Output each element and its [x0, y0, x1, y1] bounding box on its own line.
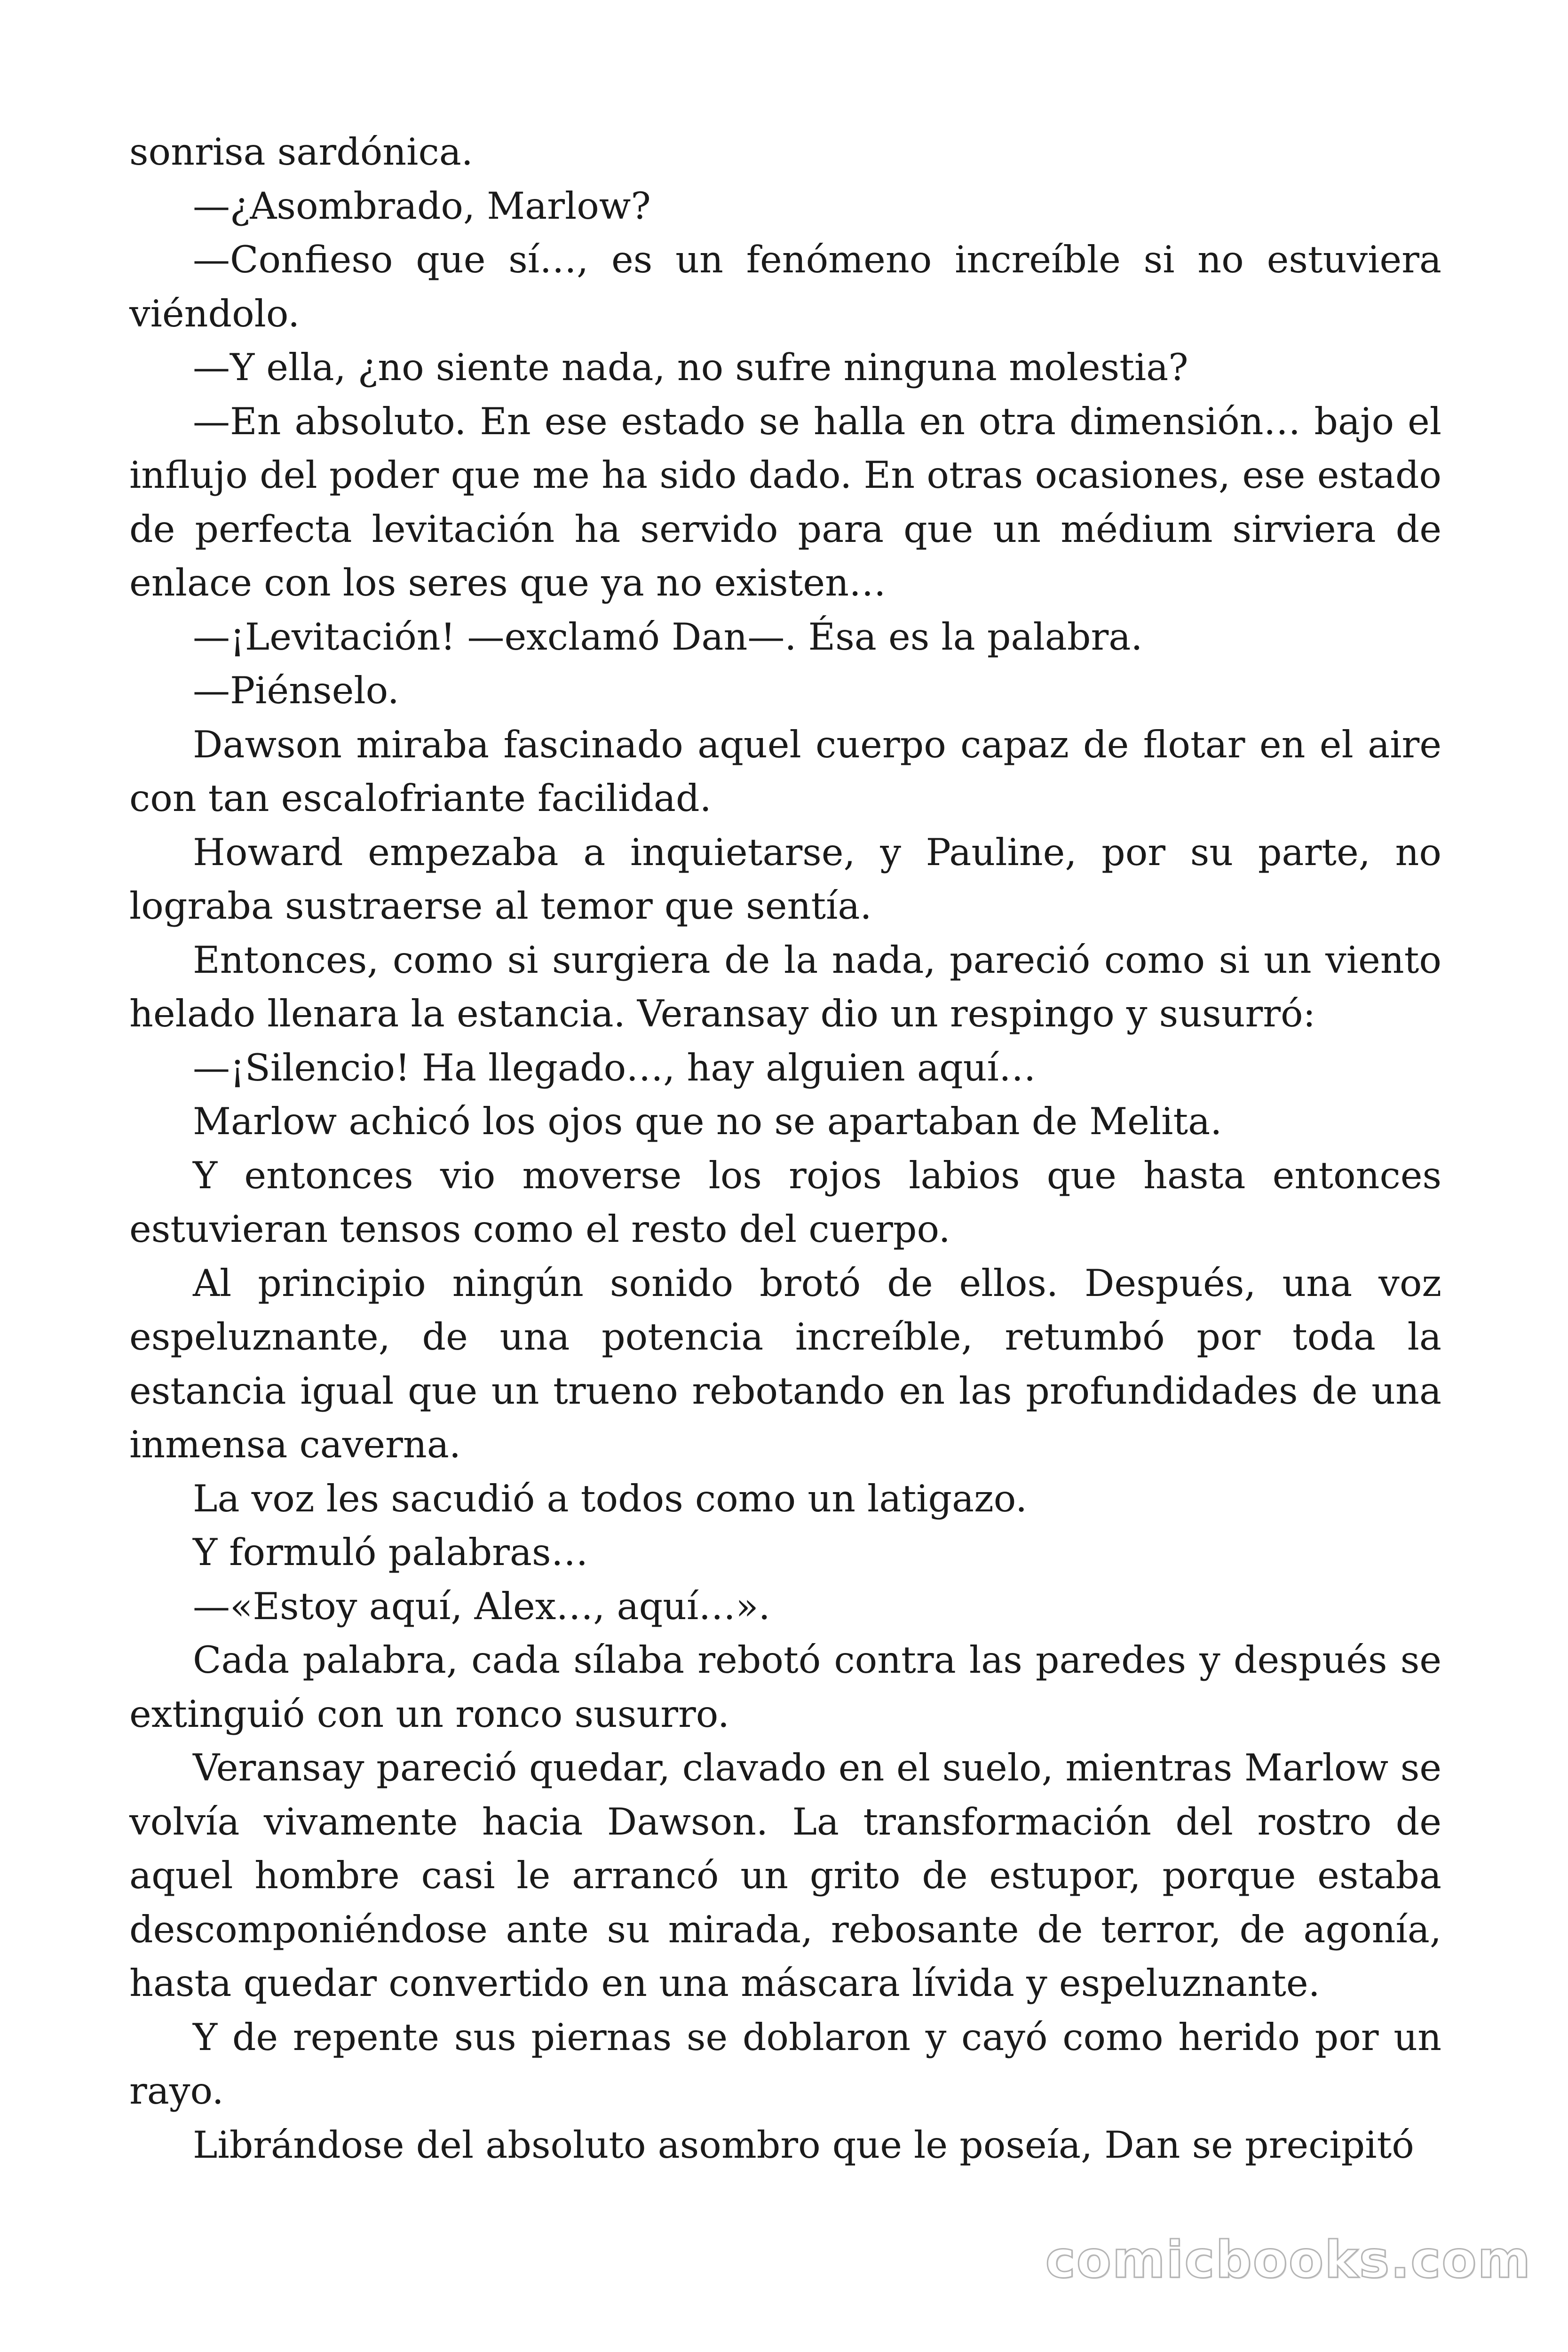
paragraph: Howard empezaba a inquietarse, y Pauline, por su parte, no lograba sustraerse al temor que sentía.: [129, 830, 1441, 928]
paragraph: Veransay pareció quedar, clavado en el suelo, mientras Marlow se volvía vivamente hacia Dawson. La transformación del rostro de aquel hombre casi le arrancó un grito de estupor, porque estaba descomponiéndose ante su mirada, rebosante de terror, de agonía, hasta quedar convertido en una máscara lívida y espeluznante.: [129, 1746, 1441, 2005]
paragraph: Y formuló palabras…: [193, 1531, 588, 1574]
paragraph: Y de repente sus piernas se doblaron y cayó como herido por un rayo.: [129, 2015, 1441, 2113]
paragraph: Marlow achicó los ojos que no se apartaban de Melita.: [193, 1100, 1222, 1143]
paragraph: —¡Silencio! Ha llegado…, hay alguien aquí…: [193, 1046, 1036, 1089]
paragraph: Librándose del absoluto asombro que le poseía, Dan se precipitó: [193, 2123, 1414, 2167]
paragraph: Y entonces vio moverse los rojos labios que hasta entonces estuvieran tensos como el resto del cuerpo.: [129, 1153, 1441, 1251]
paragraph: Entonces, como si surgiera de la nada, pareció como si un viento helado llenara la estancia. Veransay dio un respingo y susurró:: [129, 938, 1441, 1035]
paragraph: —¡Levitación! —exclamó Dan—. Ésa es la palabra.: [193, 615, 1143, 659]
paragraph: —Y ella, ¿no siente nada, no sufre ninguna molestia?: [193, 346, 1188, 389]
paragraph: —«Estoy aquí, Alex…, aquí…».: [193, 1584, 770, 1628]
watermark: comicbooks.com: [1045, 2231, 1531, 2289]
page-text: [129, 125, 1441, 2172]
paragraph: —Confieso que sí…, es un fenómeno increíble si no estuviera viéndolo.: [129, 238, 1441, 335]
paragraph: La voz les sacudió a todos como un latigazo.: [193, 1477, 1028, 1520]
paragraph: —En absoluto. En ese estado se halla en otra dimensión… bajo el influjo del poder que me ha sido dado. En otras ocasiones, ese estado de perfecta levitación ha servido para que un médium sirviera de enlace con los seres que ya no existen…: [129, 399, 1441, 604]
paragraph: —Piénselo.: [193, 669, 399, 712]
paragraph: Dawson miraba fascinado aquel cuerpo capaz de flotar en el aire con tan escalofriante facilidad.: [129, 723, 1441, 820]
paragraph: Cada palabra, cada sílaba rebotó contra las paredes y después se extinguió con un ronco susurro.: [129, 1638, 1441, 1736]
paragraph: Al principio ningún sonido brotó de ellos. Después, una voz espeluznante, de una potencia increíble, retumbó por toda la estancia igual que un trueno rebotando en las profundidades de una inmensa caverna.: [129, 1261, 1441, 1466]
paragraph: —¿Asombrado, Marlow?: [193, 184, 651, 228]
paragraph: sonrisa sardónica.: [129, 130, 473, 174]
